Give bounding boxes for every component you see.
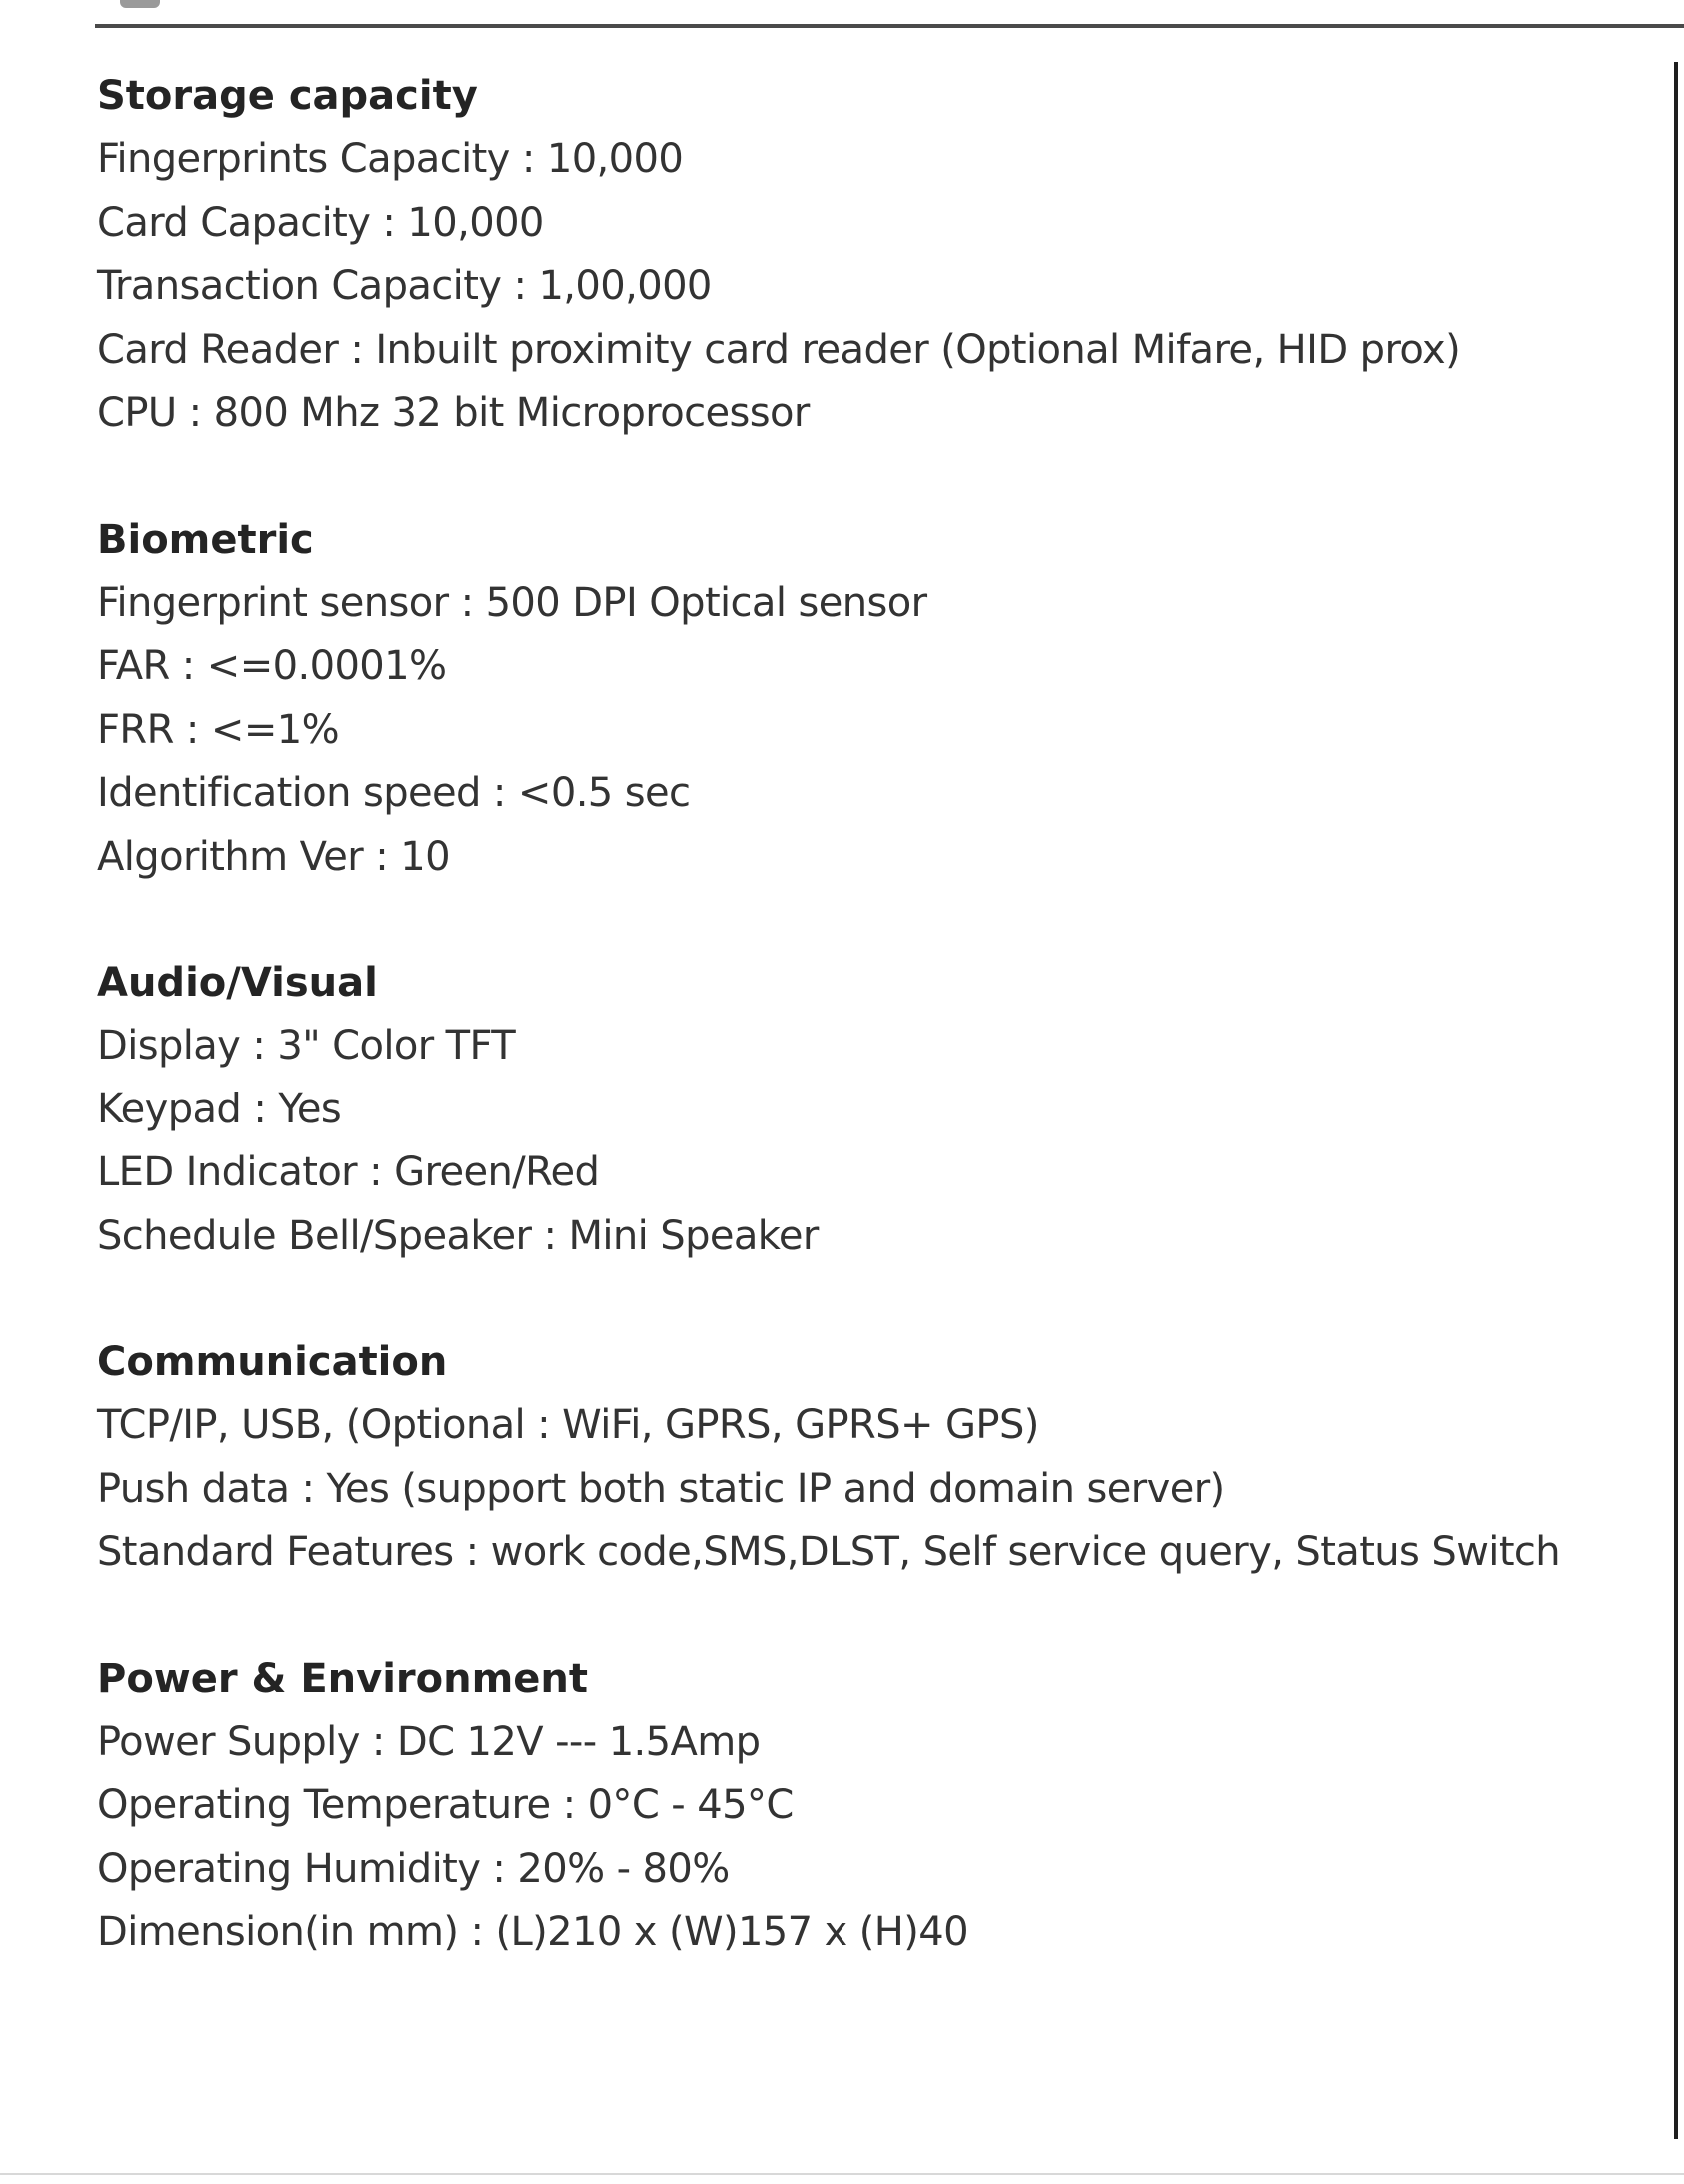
spec-line: FAR : <=0.0001% [97, 643, 447, 689]
spec-line: Card Capacity : 10,000 [97, 199, 544, 246]
spec-line: Operating Temperature : 0°C - 45°C [97, 1782, 794, 1828]
spec-line: TCP/IP, USB, (Optional : WiFi, GPRS, GPRS+ GPS) [97, 1402, 1039, 1448]
section-heading: Power & Environment [97, 1655, 589, 1702]
spec-sheet [97, 64, 1656, 2027]
right-border [1674, 62, 1678, 2139]
spec-line: Keypad : Yes [97, 1086, 342, 1132]
section-heading: Communication [97, 1339, 448, 1385]
spec-line: Transaction Capacity : 1,00,000 [97, 263, 712, 309]
section-power-environment [97, 1647, 1656, 1965]
section-heading: Audio/Visual [97, 960, 378, 1006]
section-audio-visual [97, 951, 1656, 1268]
spec-line: Identification speed : <0.5 sec [97, 770, 691, 816]
spec-line: Standard Features : work code,SMS,DLST, Self service query, Status Switch [97, 1529, 1561, 1575]
section-storage-capacity [97, 64, 1656, 446]
spec-line: Fingerprint sensor : 500 DPI Optical sensor [97, 579, 927, 626]
section-heading: Storage capacity [97, 73, 478, 119]
section-heading: Biometric [97, 516, 314, 563]
spec-line: Power Supply : DC 12V --- 1.5Amp [97, 1718, 761, 1765]
spec-line: Dimension(in mm) : (L)210 x (W)157 x (H)40 [97, 1909, 968, 1955]
spec-line: Fingerprints Capacity : 10,000 [97, 136, 684, 182]
spec-line: LED Indicator : Green/Red [97, 1149, 600, 1195]
spec-line: Card Reader : Inbuilt proximity card reader (Optional Mifare, HID prox) [97, 326, 1461, 373]
section-communication [97, 1330, 1656, 1585]
spec-line: Schedule Bell/Speaker : Mini Speaker [97, 1212, 819, 1259]
spec-line: FRR : <=1% [97, 706, 339, 753]
top-edge-fragment [120, 0, 160, 8]
spec-line: Algorithm Ver : 10 [97, 833, 450, 880]
section-biometric [97, 508, 1656, 890]
spec-line: Display : 3" Color TFT [97, 1023, 516, 1069]
spec-line: Push data : Yes (support both static IP and domain server) [97, 1465, 1225, 1512]
spec-line: Operating Humidity : 20% - 80% [97, 1845, 730, 1892]
bottom-divider [0, 2173, 1684, 2175]
spec-line: CPU : 800 Mhz 32 bit Microprocessor [97, 390, 810, 436]
top-divider [95, 24, 1684, 28]
